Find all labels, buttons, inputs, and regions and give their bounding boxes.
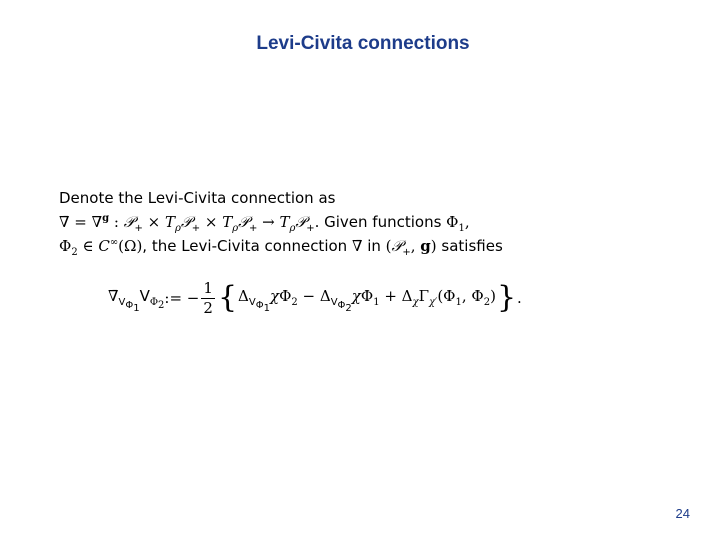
formula-brace-open: { [217, 280, 238, 315]
slide-body [59, 186, 679, 258]
page-number: 24 [675, 506, 690, 521]
connection-definition-line: ∇̄ = ∇$^g$ : 𝒫$_+$ × $T_\rho 𝒫_+$ × $T_\rho 𝒫_+$ → $T_\rho 𝒫_+$. Given functions $\Phi_1$, [59, 213, 470, 234]
domain-line: $\Phi_2$ ∈ C∞(Ω), the Levi-Civita connection ∇̄ in (𝒫$_+$, g) satisfies [59, 237, 503, 258]
slide-title: Levi-Civita connections [256, 33, 470, 54]
intro-line: Denote the Levi-Civita connection as [59, 189, 336, 207]
formula-fraction [201, 279, 215, 318]
formula-denominator: 2 [203, 298, 213, 317]
formula-numerator: 1 [203, 278, 213, 297]
formula-brace-close: } [496, 280, 517, 315]
formula-lhs: $\nablā_{V_{\Phi_1}}V_{\Phi_2}$ [108, 287, 165, 314]
connection-formula [108, 272, 668, 324]
formula-assign: := − [164, 289, 200, 307]
formula-period: . [517, 289, 522, 307]
formula-rhs: $\Delta_{V_{\Phi_1}}\chi\Phi_2 - \Delta_{V_{\Phi_2}}\chi\Phi_1 + \Delta_\chi\Gamma_{\chi'}(\Phi_1$, $\Phi_2$) [238, 287, 496, 314]
